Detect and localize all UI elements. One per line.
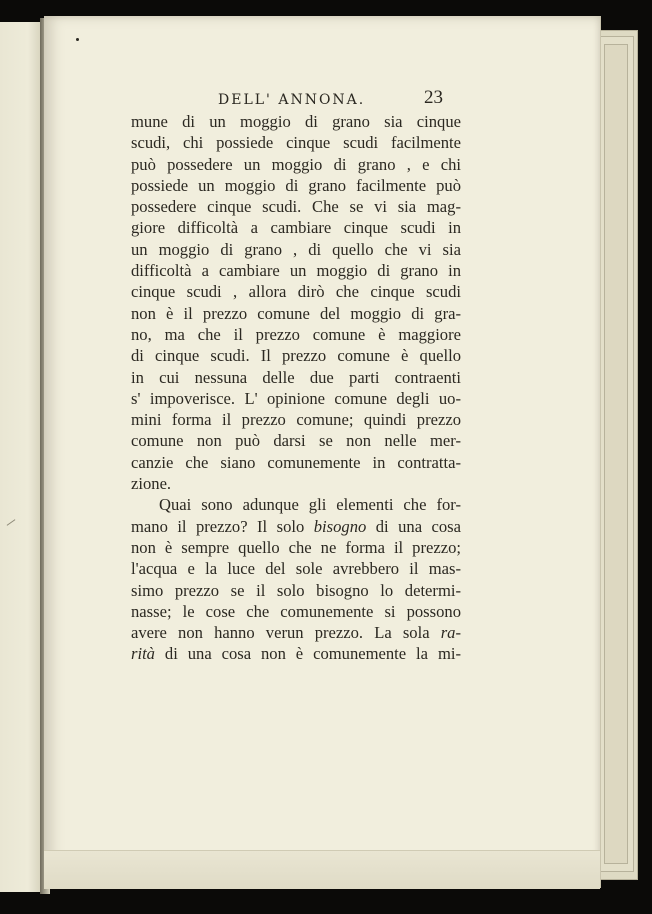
text-line [131,516,461,537]
text-line: un moggio di grano , di quello che vi sia [131,239,461,259]
text-line: di cinque scudi. Il prezzo comune è quello [131,346,461,366]
text-line: non è il prezzo comune del moggio di gra- [131,303,461,323]
text-line: possiede un moggio di grano facilmente può [131,175,461,195]
text-line: simo prezzo se il solo bisogno lo determi- [131,580,461,600]
text-line [131,643,461,664]
italic-term: ra- [440,623,461,643]
text-line: non è sempre quello che ne forma il prezzo; [131,537,461,557]
page-stack-edge [604,44,628,864]
ink-dot [76,38,79,41]
text-run: di una cosa non è comunemente la mi- [154,644,461,664]
text-line: zione. [131,474,172,494]
text-line: giore difficoltà a cambiare cinque scudi in [131,218,461,238]
text-line: in cui nessuna delle due parti contraenti [131,367,461,387]
text-line: l'acqua e la luce del sole avrebbero il mas- [131,559,461,579]
text-line: possedere cinque scudi. Che se vi sia mag- [131,197,461,217]
italic-term: rità [131,644,155,664]
margin-mark [7,519,16,526]
text-line: Quai sono adunque gli elementi che for- [159,495,461,515]
italic-term: bisogno [313,516,367,536]
text-line: no, ma che il prezzo comune è maggiore [131,324,461,344]
text-line: mune di un moggio di grano sia cinque [131,112,461,131]
text-run: di una cosa [366,516,462,536]
text-line: difficoltà a cambiare un moggio di grano in [131,261,461,281]
text-line: s' impoverisce. L' opinione comune degli uo- [131,388,461,408]
page-bottom-fold [44,850,600,889]
facing-page-edge [0,22,41,892]
text-line: mini forma il prezzo comune; quindi prezzo [131,410,461,430]
body-text [131,111,461,665]
text-run: mano il prezzo? Il solo [131,516,314,536]
running-head: DELL' ANNONA. [218,92,366,108]
text-run: avere non hanno verun prezzo. La sola [131,623,441,643]
text-line: può possedere un moggio di grano , e chi [131,154,461,174]
text-line: cinque scudi , allora dirò che cinque scudi [131,282,461,302]
text-line: canzie che siano comunemente in contratta- [131,452,461,472]
text-line: scudi, chi possiede cinque scudi facilmente [131,133,461,153]
text-line: comune non può darsi se non nelle mer- [131,431,461,451]
text-line [131,622,461,643]
text-line: nasse; le cose che comunemente si possono [131,601,461,621]
page-number: 23 [424,87,443,108]
